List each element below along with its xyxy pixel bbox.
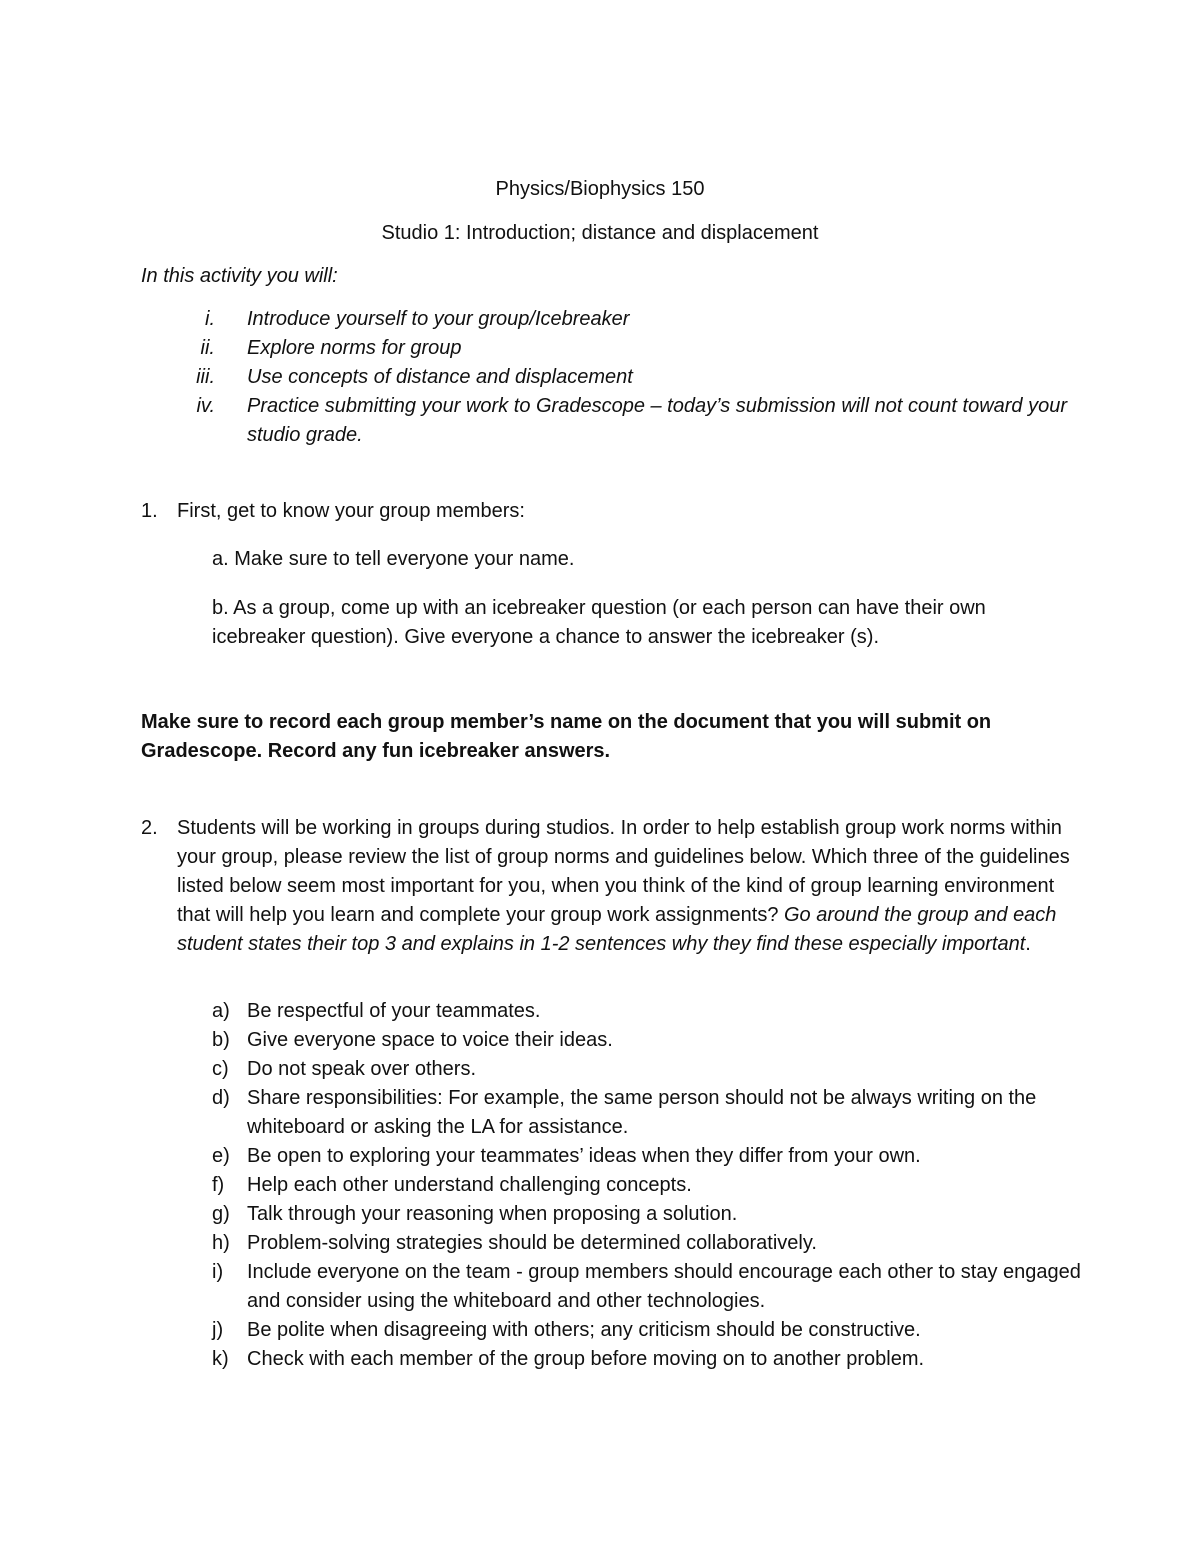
- list-item-text: Do not speak over others.: [247, 1058, 477, 1080]
- list-item-number: ii.: [200, 337, 215, 359]
- list-item-letter: j): [212, 1319, 224, 1341]
- list-item: [141, 997, 1081, 1026]
- list-item-text: Explore norms for group: [247, 337, 462, 359]
- list-item-text: Be respectful of your teammates.: [247, 1000, 541, 1022]
- list-item: [141, 1142, 1081, 1171]
- list-item: [141, 1316, 1081, 1345]
- list-item-letter: k): [212, 1348, 229, 1370]
- question-text: Students will be working in groups during studios. In order to help establish group work norms within your group, please review the list of group norms and guidelines below. Which three of the guidelines listed below seem most important for you, when you think of the kind of group learning environment that will help you learn and complete your group work assignments?: [177, 817, 1070, 926]
- list-item-text: Be open to exploring your teammates’ ideas when they differ from your own.: [247, 1145, 921, 1167]
- list-item: [141, 305, 1081, 334]
- list-item-letter: e): [212, 1145, 230, 1167]
- list-item-letter: g): [212, 1203, 230, 1225]
- question-instruction: Go around the group and each student states their top 3 and explains in 1-2 sentences why they find these especially important: [177, 904, 1057, 955]
- list-item-text: Help each other understand challenging concepts.: [247, 1174, 692, 1196]
- list-item: [141, 1026, 1081, 1055]
- list-item-text: Use concepts of distance and displacement: [247, 366, 633, 388]
- list-item: [141, 1171, 1081, 1200]
- guidelines-list: [141, 997, 1081, 1374]
- list-item: [141, 1200, 1081, 1229]
- question-1-part-a: a. Make sure to tell everyone your name.: [212, 548, 575, 570]
- question-text-container: [177, 814, 1071, 959]
- list-item-letter: b): [212, 1029, 230, 1051]
- list-item: [141, 392, 1081, 450]
- list-item-text: Include everyone on the team - group members should encourage each other to stay engaged and consider using the whiteboard and other technologies.: [247, 1261, 1081, 1312]
- list-item-number: i.: [205, 308, 215, 330]
- list-item-letter: i): [212, 1261, 224, 1283]
- list-item-letter: d): [212, 1087, 230, 1109]
- list-item-text: Check with each member of the group before moving on to another problem.: [247, 1348, 925, 1370]
- list-item-text: Introduce yourself to your group/Icebreaker: [247, 308, 630, 330]
- studio-title: Studio 1: Introduction; distance and displacement: [381, 222, 819, 244]
- list-item: [141, 363, 1081, 392]
- list-item-letter: c): [212, 1058, 229, 1080]
- list-item-number: iii.: [196, 366, 215, 388]
- list-item: [141, 1229, 1081, 1258]
- list-item-text: Give everyone space to voice their ideas.: [247, 1029, 613, 1051]
- list-item-letter: f): [212, 1174, 225, 1196]
- list-item-text: Talk through your reasoning when proposing a solution.: [247, 1203, 738, 1225]
- course-title: Physics/Biophysics 150: [495, 178, 705, 200]
- objectives-list: [141, 305, 1081, 450]
- list-item: [141, 1084, 1081, 1142]
- list-item: [141, 1258, 1081, 1316]
- intro-lead: In this activity you will:: [141, 265, 338, 287]
- question-text: First, get to know your group members:: [177, 500, 525, 522]
- list-item-number: iv.: [196, 395, 215, 417]
- list-item: [141, 1345, 1081, 1374]
- question-number: 1.: [141, 500, 158, 522]
- question-1-part-b: b. As a group, come up with an icebreaker question (or each person can have their own icebreaker question). Give everyone a chance to answer the icebreaker (s).: [212, 597, 986, 648]
- question-end: .: [1025, 933, 1031, 955]
- list-item: [141, 334, 1081, 363]
- list-item: [141, 1055, 1081, 1084]
- list-item-text: Practice submitting your work to Gradescope – today’s submission will not count toward your studio grade.: [247, 395, 1068, 446]
- question-1: [141, 497, 525, 526]
- question-2: [141, 814, 1071, 959]
- list-item-text: Problem-solving strategies should be determined collaboratively.: [247, 1232, 817, 1254]
- list-item-text: Share responsibilities: For example, the same person should not be always writing on the whiteboard or asking the LA for assistance.: [247, 1087, 1037, 1138]
- record-note: Make sure to record each group member’s name on the document that you will submit on Gradescope. Record any fun icebreaker answers.: [141, 711, 992, 762]
- list-item-letter: h): [212, 1232, 230, 1254]
- list-item-text: Be polite when disagreeing with others; any criticism should be constructive.: [247, 1319, 921, 1341]
- question-number: 2.: [141, 817, 158, 839]
- list-item-letter: a): [212, 1000, 230, 1022]
